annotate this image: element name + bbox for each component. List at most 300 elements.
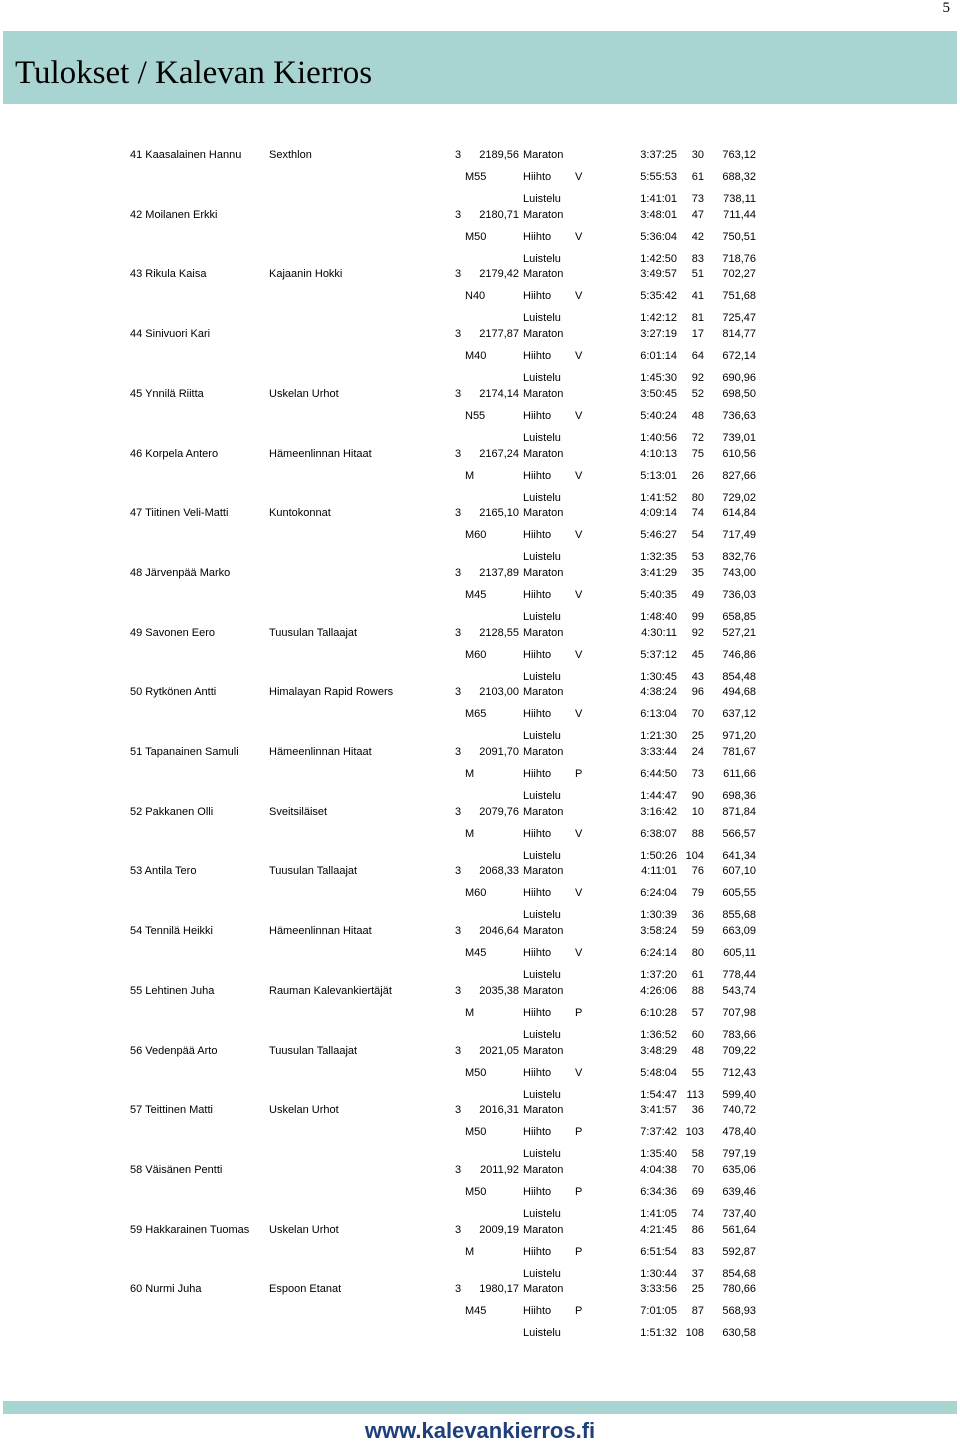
event-time: 1:21:30 bbox=[640, 730, 677, 742]
athlete-name: 57 Teittinen Matti bbox=[130, 1104, 213, 1116]
total-points: 2179,42 bbox=[479, 268, 519, 280]
age-class: M50 bbox=[465, 231, 487, 243]
event-rank: 55 bbox=[691, 1067, 704, 1079]
event-name: Hiihto bbox=[523, 290, 552, 302]
age-class: M bbox=[465, 828, 475, 840]
event-points: 718,76 bbox=[722, 253, 756, 265]
event-points: 797,19 bbox=[722, 1148, 756, 1160]
event-time: 1:45:30 bbox=[640, 372, 677, 384]
total-points: 2035,38 bbox=[479, 985, 519, 997]
age-class: M55 bbox=[465, 171, 487, 183]
age-class: M bbox=[465, 1007, 475, 1019]
total-points: 2137,89 bbox=[479, 567, 519, 579]
event-name: Luistelu bbox=[523, 790, 561, 802]
athlete-club: Kuntokonnat bbox=[269, 507, 331, 519]
event-time: 3:48:01 bbox=[640, 209, 677, 221]
event-count: 3 bbox=[455, 865, 462, 877]
event-name: Luistelu bbox=[523, 611, 561, 623]
event-time: 1:30:45 bbox=[640, 671, 677, 683]
event-name: Hiihto bbox=[523, 410, 552, 422]
event-name: Hiihto bbox=[523, 649, 552, 661]
event-count: 3 bbox=[455, 686, 462, 698]
event-name: Hiihto bbox=[523, 1246, 552, 1258]
event-points: 478,40 bbox=[722, 1126, 756, 1138]
athlete-name: 48 Järvenpää Marko bbox=[130, 567, 231, 579]
event-time: 6:01:14 bbox=[640, 350, 677, 362]
event-name: Maraton bbox=[523, 388, 564, 400]
event-name: Luistelu bbox=[523, 492, 561, 504]
event-points: 658,85 bbox=[722, 611, 756, 623]
event-rank: 113 bbox=[686, 1089, 704, 1101]
event-rank: 92 bbox=[691, 372, 704, 384]
event-name: Hiihto bbox=[523, 529, 552, 541]
event-name: Maraton bbox=[523, 865, 564, 877]
event-time: 6:51:54 bbox=[640, 1246, 677, 1258]
event-count: 3 bbox=[455, 1224, 462, 1236]
event-time: 5:55:53 bbox=[640, 171, 677, 183]
athlete-name: 56 Vedenpää Arto bbox=[130, 1045, 218, 1057]
event-rank: 86 bbox=[691, 1224, 704, 1236]
event-time: 3:50:45 bbox=[640, 388, 677, 400]
event-rank: 74 bbox=[691, 507, 704, 519]
event-name: Luistelu bbox=[523, 253, 561, 265]
athlete-club: Espoon Etanat bbox=[269, 1283, 342, 1295]
event-count: 3 bbox=[455, 328, 462, 340]
event-rank: 87 bbox=[691, 1305, 704, 1317]
event-rank: 60 bbox=[691, 1029, 704, 1041]
event-points: 610,56 bbox=[722, 448, 756, 460]
event-count: 3 bbox=[455, 1283, 462, 1295]
event-points: 739,01 bbox=[722, 432, 756, 444]
event-points: 783,66 bbox=[722, 1029, 756, 1041]
total-points: 2011,92 bbox=[480, 1164, 519, 1176]
event-time: 4:26:06 bbox=[640, 985, 677, 997]
ski-style: P bbox=[575, 768, 583, 780]
event-points: 832,76 bbox=[722, 551, 756, 563]
event-time: 6:34:36 bbox=[640, 1186, 677, 1198]
ski-style: V bbox=[575, 290, 583, 302]
event-rank: 80 bbox=[691, 947, 704, 959]
event-time: 6:44:50 bbox=[640, 768, 677, 780]
event-points: 635,06 bbox=[722, 1164, 756, 1176]
total-points: 2009,19 bbox=[479, 1224, 519, 1236]
athlete-name: 53 Antila Tero bbox=[130, 865, 197, 877]
event-name: Hiihto bbox=[523, 1007, 552, 1019]
event-time: 5:40:35 bbox=[640, 589, 677, 601]
ski-style: V bbox=[575, 589, 583, 601]
event-points: 605,11 bbox=[723, 947, 756, 959]
event-count: 3 bbox=[455, 209, 462, 221]
athlete-club: Sveitsiläiset bbox=[269, 806, 328, 818]
event-points: 709,22 bbox=[722, 1045, 756, 1057]
athlete-name: 55 Lehtinen Juha bbox=[130, 985, 215, 997]
total-points: 2177,87 bbox=[479, 328, 519, 340]
event-name: Maraton bbox=[523, 1224, 564, 1236]
event-points: 738,11 bbox=[723, 193, 756, 205]
athlete-name: 58 Väisänen Pentti bbox=[130, 1164, 223, 1176]
event-name: Luistelu bbox=[523, 1268, 561, 1280]
event-time: 1:41:05 bbox=[640, 1208, 677, 1220]
event-rank: 37 bbox=[691, 1268, 704, 1280]
athlete-name: 59 Hakkarainen Tuomas bbox=[130, 1224, 250, 1236]
event-points: 736,03 bbox=[722, 589, 756, 601]
event-time: 3:27:19 bbox=[640, 328, 677, 340]
footer-url: www.kalevankierros.fi bbox=[364, 1418, 596, 1443]
event-time: 3:33:44 bbox=[640, 746, 677, 758]
event-time: 3:41:29 bbox=[640, 567, 677, 579]
event-name: Luistelu bbox=[523, 1029, 561, 1041]
event-time: 1:50:26 bbox=[640, 850, 677, 862]
event-name: Luistelu bbox=[523, 850, 561, 862]
event-rank: 41 bbox=[691, 290, 704, 302]
event-points: 637,12 bbox=[722, 708, 756, 720]
event-rank: 70 bbox=[691, 1164, 704, 1176]
event-time: 4:04:38 bbox=[640, 1164, 677, 1176]
event-time: 1:30:39 bbox=[640, 909, 677, 921]
event-points: 527,21 bbox=[722, 627, 756, 639]
event-rank: 58 bbox=[691, 1148, 704, 1160]
age-class: M50 bbox=[465, 1126, 487, 1138]
athlete-club: Uskelan Urhot bbox=[269, 388, 339, 400]
ski-style: V bbox=[575, 947, 583, 959]
event-points: 729,02 bbox=[722, 492, 756, 504]
event-time: 1:44:47 bbox=[640, 790, 677, 802]
event-name: Hiihto bbox=[523, 231, 552, 243]
total-points: 2167,24 bbox=[479, 448, 519, 460]
event-count: 3 bbox=[455, 388, 462, 400]
event-points: 690,96 bbox=[722, 372, 756, 384]
total-points: 2128,55 bbox=[479, 627, 519, 639]
event-name: Maraton bbox=[523, 1104, 564, 1116]
athlete-club: Hämeenlinnan Hitaat bbox=[269, 925, 372, 937]
event-time: 5:46:27 bbox=[640, 529, 677, 541]
age-class: M bbox=[465, 1246, 475, 1258]
event-time: 5:36:04 bbox=[640, 231, 677, 243]
event-points: 751,68 bbox=[722, 290, 756, 302]
total-points: 2079,76 bbox=[479, 806, 519, 818]
event-time: 5:35:42 bbox=[640, 290, 677, 302]
event-rank: 24 bbox=[691, 746, 704, 758]
event-rank: 45 bbox=[691, 649, 704, 661]
footer-banner bbox=[3, 1401, 957, 1414]
event-time: 3:49:57 bbox=[640, 268, 677, 280]
age-class: M45 bbox=[465, 947, 487, 959]
ski-style: V bbox=[575, 350, 583, 362]
event-name: Luistelu bbox=[523, 969, 561, 981]
age-class: M50 bbox=[465, 1186, 487, 1198]
event-time: 5:37:12 bbox=[640, 649, 677, 661]
event-name: Maraton bbox=[523, 1045, 564, 1057]
event-points: 494,68 bbox=[722, 686, 756, 698]
event-rank: 72 bbox=[691, 432, 704, 444]
event-points: 566,57 bbox=[722, 828, 756, 840]
event-name: Luistelu bbox=[523, 909, 561, 921]
event-time: 3:16:42 bbox=[640, 806, 677, 818]
event-points: 740,72 bbox=[722, 1104, 756, 1116]
event-points: 568,93 bbox=[722, 1305, 756, 1317]
event-name: Luistelu bbox=[523, 1208, 561, 1220]
event-rank: 51 bbox=[691, 268, 704, 280]
event-time: 4:10:13 bbox=[640, 448, 677, 460]
total-points: 2046,64 bbox=[479, 925, 519, 937]
event-time: 6:10:28 bbox=[640, 1007, 677, 1019]
event-points: 855,68 bbox=[722, 909, 756, 921]
athlete-name: 41 Kaasalainen Hannu bbox=[130, 149, 242, 161]
event-name: Hiihto bbox=[523, 1305, 552, 1317]
event-rank: 81 bbox=[691, 312, 704, 324]
athlete-club: Tuusulan Tallaajat bbox=[269, 1045, 358, 1057]
event-points: 712,43 bbox=[722, 1067, 756, 1079]
event-name: Luistelu bbox=[523, 1148, 561, 1160]
event-points: 717,49 bbox=[722, 529, 756, 541]
event-rank: 43 bbox=[691, 671, 704, 683]
athlete-name: 46 Korpela Antero bbox=[130, 448, 219, 460]
event-name: Luistelu bbox=[523, 372, 561, 384]
event-points: 663,09 bbox=[722, 925, 756, 937]
event-points: 672,14 bbox=[722, 350, 756, 362]
event-name: Luistelu bbox=[523, 671, 561, 683]
event-points: 711,44 bbox=[723, 209, 756, 221]
event-points: 543,74 bbox=[722, 985, 756, 997]
event-time: 1:35:40 bbox=[640, 1148, 677, 1160]
event-points: 854,48 bbox=[722, 671, 756, 683]
event-name: Luistelu bbox=[523, 193, 561, 205]
event-rank: 57 bbox=[691, 1007, 704, 1019]
event-count: 3 bbox=[455, 1045, 462, 1057]
event-points: 605,55 bbox=[722, 887, 756, 899]
event-time: 1:48:40 bbox=[640, 611, 677, 623]
athlete-club: Kajaanin Hokki bbox=[269, 268, 343, 280]
event-points: 737,40 bbox=[722, 1208, 756, 1220]
event-name: Luistelu bbox=[523, 1327, 561, 1339]
page-title: Tulokset / Kalevan Kierros bbox=[15, 55, 373, 91]
event-points: 743,00 bbox=[722, 567, 756, 579]
age-class: M40 bbox=[465, 350, 487, 362]
ski-style: V bbox=[575, 1067, 583, 1079]
age-class: M45 bbox=[465, 1305, 487, 1317]
event-name: Luistelu bbox=[523, 1089, 561, 1101]
event-points: 630,58 bbox=[722, 1327, 756, 1339]
athlete-club: Tuusulan Tallaajat bbox=[269, 865, 358, 877]
event-points: 778,44 bbox=[722, 969, 756, 981]
ski-style: P bbox=[575, 1186, 583, 1198]
event-points: 827,66 bbox=[722, 470, 756, 482]
event-rank: 42 bbox=[691, 231, 704, 243]
event-count: 3 bbox=[455, 806, 462, 818]
event-name: Maraton bbox=[523, 686, 564, 698]
event-points: 698,50 bbox=[722, 388, 756, 400]
event-count: 3 bbox=[455, 507, 462, 519]
total-points: 2165,10 bbox=[479, 507, 519, 519]
event-time: 4:38:24 bbox=[640, 686, 677, 698]
event-name: Hiihto bbox=[523, 768, 552, 780]
event-name: Hiihto bbox=[523, 708, 552, 720]
event-time: 3:37:25 bbox=[640, 149, 677, 161]
athlete-club: Hämeenlinnan Hitaat bbox=[269, 448, 372, 460]
event-points: 614,84 bbox=[722, 507, 756, 519]
event-rank: 25 bbox=[691, 730, 704, 742]
event-time: 5:13:01 bbox=[640, 470, 677, 482]
event-time: 1:36:52 bbox=[640, 1029, 677, 1041]
event-time: 4:21:45 bbox=[640, 1224, 677, 1236]
event-name: Hiihto bbox=[523, 887, 552, 899]
event-rank: 99 bbox=[691, 611, 704, 623]
total-points: 2189,56 bbox=[479, 149, 519, 161]
ski-style: P bbox=[575, 1305, 583, 1317]
event-name: Hiihto bbox=[523, 350, 552, 362]
athlete-name: 52 Pakkanen Olli bbox=[130, 806, 214, 818]
total-points: 2068,33 bbox=[479, 865, 519, 877]
event-rank: 108 bbox=[685, 1327, 704, 1339]
event-rank: 96 bbox=[691, 686, 704, 698]
event-points: 750,51 bbox=[722, 231, 756, 243]
event-rank: 36 bbox=[691, 1104, 704, 1116]
event-rank: 52 bbox=[691, 388, 704, 400]
event-time: 1:41:01 bbox=[640, 193, 677, 205]
event-points: 611,66 bbox=[723, 768, 756, 780]
event-count: 3 bbox=[455, 746, 462, 758]
ski-style: V bbox=[575, 828, 583, 840]
event-name: Luistelu bbox=[523, 432, 561, 444]
ski-style: P bbox=[575, 1126, 583, 1138]
event-count: 3 bbox=[455, 985, 462, 997]
event-rank: 79 bbox=[691, 887, 704, 899]
ski-style: P bbox=[575, 1007, 583, 1019]
event-count: 3 bbox=[455, 268, 462, 280]
page-number: 5 bbox=[942, 0, 950, 16]
total-points: 2021,05 bbox=[479, 1045, 519, 1057]
event-points: 607,10 bbox=[722, 865, 756, 877]
event-name: Maraton bbox=[523, 209, 564, 221]
athlete-club: Himalayan Rapid Rowers bbox=[269, 686, 394, 698]
event-rank: 48 bbox=[691, 1045, 704, 1057]
event-rank: 73 bbox=[691, 193, 704, 205]
event-time: 4:30:11 bbox=[641, 627, 677, 639]
age-class: M bbox=[465, 470, 475, 482]
event-time: 1:54:47 bbox=[640, 1089, 677, 1101]
event-name: Maraton bbox=[523, 746, 564, 758]
event-time: 4:11:01 bbox=[641, 865, 677, 877]
ski-style: V bbox=[575, 529, 583, 541]
event-time: 1:30:44 bbox=[640, 1268, 677, 1280]
age-class: M45 bbox=[465, 589, 487, 601]
event-time: 6:24:14 bbox=[640, 947, 677, 959]
event-rank: 26 bbox=[691, 470, 704, 482]
event-count: 3 bbox=[455, 567, 462, 579]
event-rank: 30 bbox=[691, 149, 704, 161]
event-name: Maraton bbox=[523, 1283, 564, 1295]
event-time: 1:42:50 bbox=[640, 253, 677, 265]
event-time: 1:37:20 bbox=[640, 969, 677, 981]
event-rank: 25 bbox=[691, 1283, 704, 1295]
event-time: 1:42:12 bbox=[640, 312, 677, 324]
ski-style: P bbox=[575, 1246, 583, 1258]
event-count: 3 bbox=[455, 1104, 462, 1116]
event-points: 971,20 bbox=[722, 730, 756, 742]
event-points: 641,34 bbox=[722, 850, 756, 862]
event-time: 3:41:57 bbox=[640, 1104, 677, 1116]
event-name: Maraton bbox=[523, 627, 564, 639]
event-rank: 88 bbox=[691, 985, 704, 997]
event-name: Maraton bbox=[523, 1164, 564, 1176]
event-name: Hiihto bbox=[523, 589, 552, 601]
event-points: 707,98 bbox=[722, 1007, 756, 1019]
athlete-club: Tuusulan Tallaajat bbox=[269, 627, 358, 639]
athlete-club: Sexthlon bbox=[269, 149, 312, 161]
event-count: 3 bbox=[455, 149, 462, 161]
event-rank: 75 bbox=[691, 448, 704, 460]
athlete-name: 43 Rikula Kaisa bbox=[130, 268, 207, 280]
total-points: 1980,17 bbox=[479, 1283, 519, 1295]
total-points: 2091,70 bbox=[479, 746, 519, 758]
event-time: 7:37:42 bbox=[640, 1126, 677, 1138]
event-points: 814,77 bbox=[722, 328, 756, 340]
event-rank: 49 bbox=[691, 589, 704, 601]
event-time: 1:41:52 bbox=[640, 492, 677, 504]
event-rank: 54 bbox=[691, 529, 704, 541]
athlete-name: 50 Rytkönen Antti bbox=[130, 686, 217, 698]
event-time: 5:48:04 bbox=[640, 1067, 677, 1079]
age-class: M bbox=[465, 768, 475, 780]
event-rank: 61 bbox=[691, 171, 704, 183]
event-time: 5:40:24 bbox=[640, 410, 677, 422]
ski-style: V bbox=[575, 887, 583, 899]
event-points: 763,12 bbox=[722, 149, 756, 161]
event-rank: 53 bbox=[691, 551, 704, 563]
athlete-name: 60 Nurmi Juha bbox=[130, 1283, 202, 1295]
event-points: 725,47 bbox=[722, 312, 756, 324]
event-time: 6:24:04 bbox=[640, 887, 677, 899]
event-rank: 61 bbox=[691, 969, 704, 981]
athlete-name: 44 Sinivuori Kari bbox=[130, 328, 211, 340]
event-rank: 90 bbox=[691, 790, 704, 802]
athlete-club: Rauman Kalevankiertäjät bbox=[269, 985, 392, 997]
total-points: 2103,00 bbox=[479, 686, 519, 698]
event-rank: 104 bbox=[685, 850, 704, 862]
age-class: M60 bbox=[465, 649, 487, 661]
age-class: N55 bbox=[465, 410, 486, 422]
event-rank: 10 bbox=[691, 806, 704, 818]
event-points: 746,86 bbox=[722, 649, 756, 661]
event-rank: 69 bbox=[691, 1186, 704, 1198]
event-rank: 76 bbox=[691, 865, 704, 877]
event-time: 1:51:32 bbox=[640, 1327, 677, 1339]
age-class: M65 bbox=[465, 708, 487, 720]
event-rank: 47 bbox=[691, 209, 704, 221]
event-points: 698,36 bbox=[722, 790, 756, 802]
event-name: Hiihto bbox=[523, 1186, 552, 1198]
event-points: 561,64 bbox=[722, 1224, 756, 1236]
ski-style: V bbox=[575, 649, 583, 661]
event-rank: 74 bbox=[691, 1208, 704, 1220]
event-points: 871,84 bbox=[722, 806, 756, 818]
event-points: 780,66 bbox=[722, 1283, 756, 1295]
event-name: Maraton bbox=[523, 925, 564, 937]
ski-style: V bbox=[575, 410, 583, 422]
event-rank: 64 bbox=[691, 350, 704, 362]
event-rank: 17 bbox=[691, 328, 704, 340]
event-rank: 70 bbox=[691, 708, 704, 720]
event-name: Maraton bbox=[523, 567, 564, 579]
event-name: Maraton bbox=[523, 328, 564, 340]
event-name: Hiihto bbox=[523, 1126, 552, 1138]
total-points: 2174,14 bbox=[479, 388, 519, 400]
event-time: 7:01:05 bbox=[640, 1305, 677, 1317]
event-rank: 73 bbox=[691, 768, 704, 780]
total-points: 2180,71 bbox=[479, 209, 519, 221]
event-rank: 48 bbox=[691, 410, 704, 422]
event-points: 736,63 bbox=[722, 410, 756, 422]
